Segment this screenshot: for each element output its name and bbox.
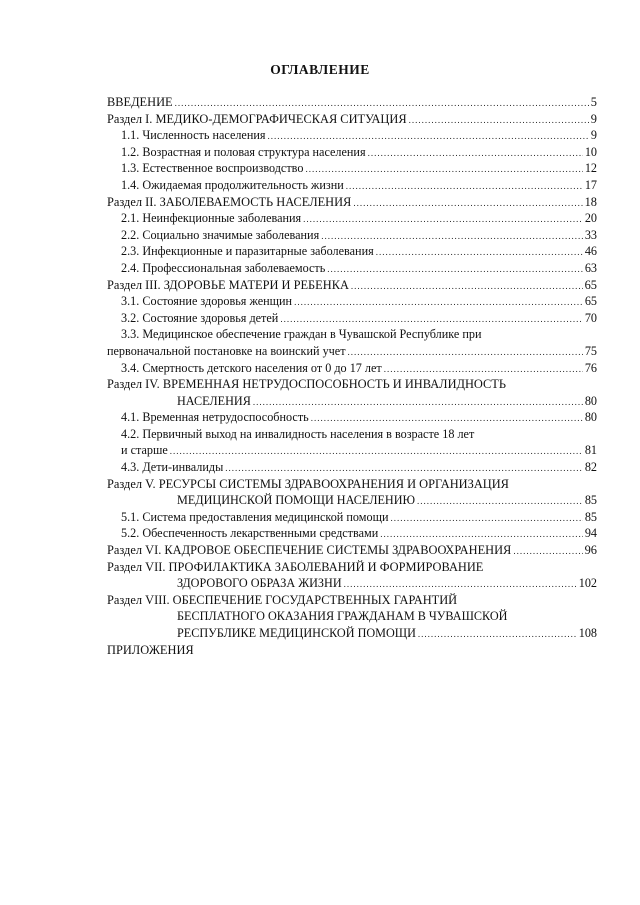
toc-entry[interactable] [107, 260, 597, 277]
toc-entry-title: Раздел V. РЕСУРСЫ СИСТЕМЫ ЗДРАВООХРАНЕНИЯ И ОРГАНИЗАЦИЯ [107, 476, 509, 491]
toc-entry-page-number: 80 [584, 393, 597, 408]
toc-entry-title: 3.4. Смертность детского населения от 0 до 17 лет [121, 360, 382, 375]
toc-entry-page-number: 85 [584, 493, 597, 508]
toc-entry[interactable] [107, 542, 597, 559]
toc-entry[interactable] [107, 642, 597, 659]
toc-entry[interactable] [107, 127, 597, 144]
toc-entry[interactable] [107, 509, 597, 526]
toc-entry-page-number: 9 [590, 111, 597, 126]
dot-leader [268, 128, 589, 145]
toc-entry-title: 5.2. Обеспеченность лекарственными средствами [121, 526, 379, 541]
toc-entry[interactable] [107, 277, 597, 294]
dot-leader [294, 294, 583, 311]
dot-leader [280, 311, 583, 328]
toc-entry-page-number: 81 [584, 443, 597, 458]
dot-leader [353, 195, 582, 212]
dot-leader [321, 228, 583, 245]
toc-entry-page-number: 85 [584, 509, 597, 524]
dot-leader [351, 278, 583, 295]
toc-entry-title: РЕСПУБЛИКЕ МЕДИЦИНСКОЙ ПОМОЩИ [177, 626, 416, 640]
toc-entry-page-number: 76 [584, 360, 597, 375]
toc-entry[interactable] [107, 343, 597, 360]
toc-entry-title: 4.2. Первичный выход на инвалидность населения в возрасте 18 лет [121, 426, 475, 441]
dot-leader [409, 112, 589, 129]
toc-entry[interactable] [107, 144, 597, 161]
dot-leader [170, 443, 583, 460]
toc-entry[interactable] [107, 492, 597, 509]
dot-leader [175, 95, 589, 112]
toc-entry-title: 2.2. Социально значимые заболевания [121, 227, 320, 242]
toc-entry-page-number: 102 [578, 576, 597, 591]
toc-entry-title: ЗДОРОВОГО ОБРАЗА ЖИЗНИ [177, 576, 342, 591]
toc-entry-title: 1.2. Возрастная и половая структура населения [121, 144, 366, 159]
toc-entry-title: 2.4. Профессиональная заболеваемость [121, 260, 326, 275]
dot-leader [418, 626, 577, 643]
toc-entry-page-number: 20 [584, 211, 597, 226]
toc-entry[interactable] [107, 94, 597, 111]
toc-entry[interactable] [107, 559, 597, 576]
dot-leader [513, 543, 582, 560]
dot-leader [380, 526, 583, 543]
toc-entry-title: Раздел VI. КАДРОВОЕ ОБЕСПЕЧЕНИЕ СИСТЕМЫ ЗДРАВООХРАНЕНИЯ [107, 543, 512, 558]
toc-entry-title: Раздел III. ЗДОРОВЬЕ МАТЕРИ И РЕБЕНКА [107, 277, 349, 292]
toc-entry-page-number: 9 [590, 128, 597, 143]
toc-entry-page-number: 96 [584, 543, 597, 558]
dot-leader [376, 244, 583, 261]
toc-entry-title: 2.3. Инфекционные и паразитарные заболевания [121, 244, 374, 259]
dot-leader [311, 410, 583, 427]
table-of-contents [107, 94, 597, 658]
toc-entry-title: и старше [121, 443, 168, 458]
toc-entry[interactable] [107, 442, 597, 459]
toc-entry[interactable] [107, 243, 597, 260]
toc-entry-title: 2.1. Неинфекционные заболевания [121, 211, 302, 226]
toc-entry[interactable] [107, 393, 597, 410]
toc-entry[interactable] [107, 310, 597, 327]
toc-entry-page-number: 65 [584, 294, 597, 309]
toc-entry-title: ПРИЛОЖЕНИЯ [107, 642, 194, 657]
toc-entry-title: НАСЕЛЕНИЯ [177, 393, 251, 408]
toc-entry[interactable] [107, 625, 597, 642]
dot-leader [348, 344, 583, 361]
page-title: ОГЛАВЛЕНИЕ [270, 62, 370, 77]
dot-leader [390, 510, 582, 527]
toc-entry-title: 5.1. Система предоставления медицинской помощи [121, 509, 389, 524]
toc-entry[interactable] [107, 525, 597, 542]
toc-entry-page-number: 17 [584, 177, 597, 192]
toc-entry-title: Раздел VIII. ОБЕСПЕЧЕНИЕ ГОСУДАРСТВЕННЫХ ГАРАНТИЙ [107, 592, 458, 607]
toc-entry-page-number: 108 [578, 626, 597, 640]
dot-leader [344, 576, 577, 593]
toc-entry-page-number: 63 [584, 260, 597, 275]
toc-entry-title: Раздел II. ЗАБОЛЕВАЕМОСТЬ НАСЕЛЕНИЯ [107, 194, 352, 209]
toc-entry[interactable] [107, 194, 597, 211]
dot-leader [384, 361, 583, 378]
toc-entry-page-number: 70 [584, 310, 597, 325]
dot-leader [327, 261, 583, 278]
dot-leader [225, 460, 583, 477]
toc-entry-page-number: 80 [584, 410, 597, 425]
toc-entry-title: 3.1. Состояние здоровья женщин [121, 294, 293, 309]
toc-entry[interactable] [107, 426, 597, 443]
toc-entry-title: ВВЕДЕНИЕ [107, 95, 173, 109]
toc-entry-page-number: 33 [584, 227, 597, 242]
toc-entry-title: 1.3. Естественное воспроизводство [121, 161, 304, 176]
toc-entry-page-number: 46 [584, 244, 597, 259]
toc-entry[interactable] [107, 210, 597, 227]
toc-entry[interactable] [107, 459, 597, 476]
toc-entry-title: БЕСПЛАТНОГО ОКАЗАНИЯ ГРАЖДАНАМ В ЧУВАШСКОЙ [177, 609, 508, 624]
dot-leader [368, 145, 583, 162]
toc-entry-page-number: 94 [584, 526, 597, 541]
dot-leader [417, 493, 583, 510]
toc-entry[interactable] [107, 476, 597, 493]
toc-entry-title: Раздел VII. ПРОФИЛАКТИКА ЗАБОЛЕВАНИЙ И ФОРМИРОВАНИЕ [107, 559, 484, 574]
toc-entry-page-number: 65 [584, 277, 597, 292]
toc-entry-title: 3.3. Медицинское обеспечение граждан в Чувашской Республике при [121, 327, 482, 342]
dot-leader [253, 394, 583, 411]
toc-entry[interactable] [107, 592, 597, 609]
toc-entry-page-number: 10 [584, 144, 597, 159]
toc-entry-page-number: 75 [584, 343, 597, 358]
toc-entry-page-number: 5 [590, 95, 597, 109]
dot-leader [346, 178, 583, 195]
toc-entry[interactable] [107, 160, 597, 177]
toc-entry[interactable] [107, 227, 597, 244]
toc-entry-page-number: 82 [584, 460, 597, 475]
toc-entry[interactable] [107, 376, 597, 393]
dot-leader [305, 161, 582, 178]
dot-leader [303, 211, 583, 228]
toc-entry-title: 1.1. Численность населения [121, 128, 266, 143]
toc-entry-title: 3.2. Состояние здоровья детей [121, 310, 279, 325]
toc-entry[interactable] [107, 177, 597, 194]
toc-entry-page-number: 12 [584, 161, 597, 176]
toc-entry-title: МЕДИЦИНСКОЙ ПОМОЩИ НАСЕЛЕНИЮ [177, 493, 416, 508]
toc-entry[interactable] [107, 608, 597, 625]
toc-entry[interactable] [107, 575, 597, 592]
toc-entry-title: 1.4. Ожидаемая продолжительность жизни [121, 177, 344, 192]
toc-entry-title: Раздел IV. ВРЕМЕННАЯ НЕТРУДОСПОСОБНОСТЬ И ИНВАЛИДНОСТЬ [107, 377, 506, 392]
toc-entry-page-number: 18 [584, 194, 597, 209]
toc-entry[interactable] [107, 111, 597, 128]
toc-entry[interactable] [107, 326, 597, 343]
toc-entry[interactable] [107, 360, 597, 377]
toc-entry-title: 4.3. Дети-инвалиды [121, 460, 224, 475]
toc-entry-title: Раздел I. МЕДИКО-ДЕМОГРАФИЧЕСКАЯ СИТУАЦИЯ [107, 111, 407, 126]
toc-entry-title: 4.1. Временная нетрудоспособность [121, 410, 309, 425]
toc-entry-title: первоначальной постановке на воинский учет [107, 343, 346, 358]
toc-entry[interactable] [107, 409, 597, 426]
toc-entry[interactable] [107, 293, 597, 310]
